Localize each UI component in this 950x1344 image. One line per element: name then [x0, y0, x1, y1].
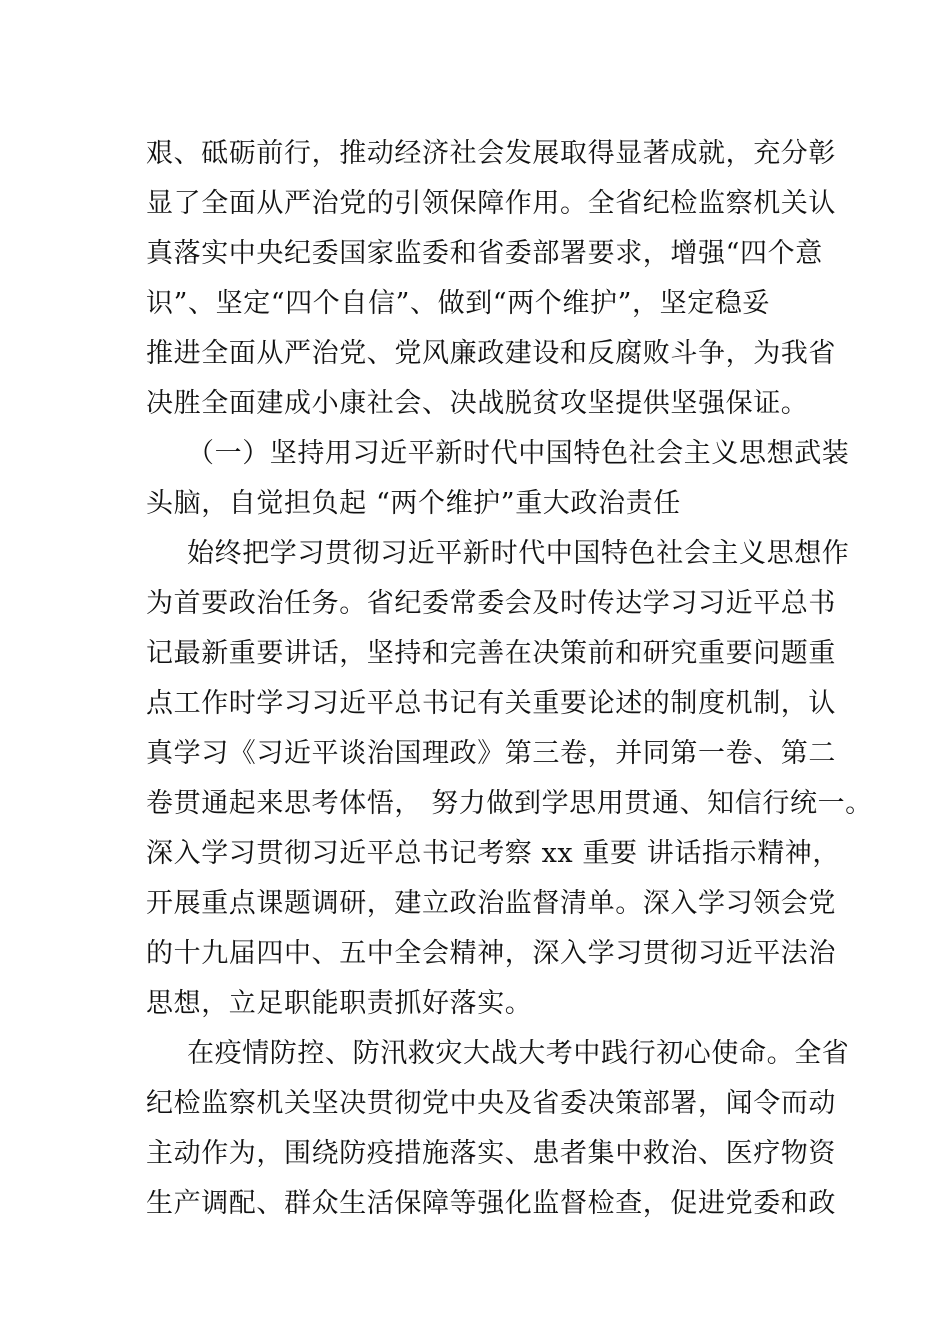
text-line: 记最新重要讲话，坚持和完善在决策前和研究重要问题重	[146, 638, 836, 669]
text-line: 识”、坚定“四个自信”、做到“两个维护”，坚定稳妥	[146, 288, 771, 319]
section-heading-line: （一）坚持用习近平新时代中国特色社会主义思想武装	[187, 438, 850, 469]
text-line: 思想，立足职能职责抓好落实。	[146, 988, 533, 1019]
text-line: 的十九届四中、五中全会精神，深入学习贯彻习近平法治	[146, 938, 836, 969]
text-line: 决胜全面建成小康社会、决战脱贫攻坚提供坚强保证。	[146, 388, 809, 419]
text-line: 推进全面从严治党、党风廉政建设和反腐败斗争，为我省	[146, 338, 836, 369]
text-line: 纪检监察机关坚决贯彻党中央及省委决策部署，闻令而动	[146, 1088, 836, 1119]
text-line: 卷贯通起来思考体悟， 努力做到学思用贯通、知信行统一。	[146, 788, 873, 819]
text-line: 真学习《习近平谈治国理政》第三卷，并同第一卷、第二	[146, 738, 836, 769]
text-line: 开展重点课题调研，建立政治监督清单。深入学习领会党	[146, 888, 836, 919]
text-line: 艰、砥砺前行，推动经济社会发展取得显著成就，充分彰	[146, 138, 836, 169]
text-line: 主动作为，围绕防疫措施落实、患者集中救治、医疗物资	[146, 1138, 836, 1169]
text-line: 在疫情防控、防汛救灾大战大考中践行初心使命。全省	[187, 1038, 850, 1069]
section-heading-line: 头脑，自觉担负起 “两个维护”重大政治责任	[146, 488, 681, 519]
text-line: 深入学习贯彻习近平总书记考察 xx 重要 讲话指示精神，	[146, 838, 841, 869]
text-line: 点工作时学习习近平总书记有关重要论述的制度机制，认	[146, 688, 836, 719]
text-line: 真落实中央纪委国家监委和省委部署要求，增强“四个意	[146, 238, 823, 269]
text-line: 显了全面从严治党的引领保障作用。全省纪检监察机关认	[146, 188, 836, 219]
text-line: 生产调配、群众生活保障等强化监督检查，促进党委和政	[146, 1188, 836, 1219]
text-line: 始终把学习贯彻习近平新时代中国特色社会主义思想作	[187, 538, 850, 569]
text-line: 为首要政治任务。省纪委常委会及时传达学习习近平总书	[146, 588, 836, 619]
